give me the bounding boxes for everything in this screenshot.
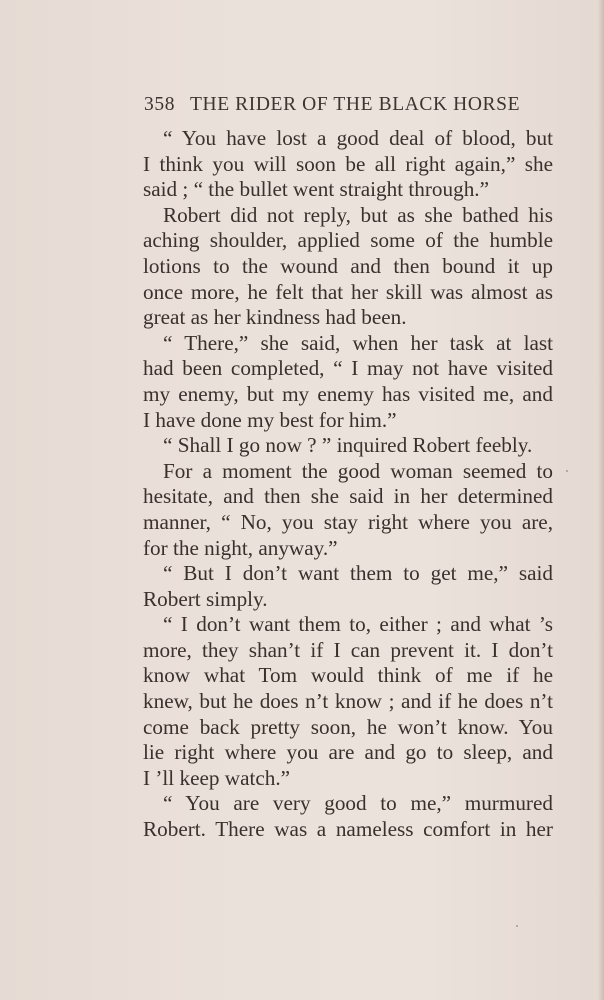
text-line: I have done my best for him.” bbox=[143, 407, 397, 432]
text-line: for the night, anyway.” bbox=[143, 535, 338, 560]
text-line: once more, he felt that her skill was almost as bbox=[143, 279, 553, 304]
text-line: manner, “ No, you stay right where you are, bbox=[143, 509, 553, 534]
running-header bbox=[144, 94, 544, 116]
text-line: “ There,” she said, when her task at last bbox=[163, 330, 553, 355]
text-line: hesitate, and then she said in her determined bbox=[143, 484, 553, 509]
text-line: Robert. There was a nameless comfort in her bbox=[143, 817, 553, 842]
page-edge-shadow bbox=[598, 0, 604, 1000]
text-line: “ I don’t want them to, either ; and what ’s bbox=[163, 612, 553, 637]
text-line: said ; “ the bullet went straight through.” bbox=[143, 177, 489, 202]
text-line: aching shoulder, applied some of the humble bbox=[143, 228, 553, 253]
text-line: come back pretty soon, he won’t know. You bbox=[143, 714, 553, 739]
text-line: For a moment the good woman seemed to bbox=[163, 458, 553, 483]
text-line: I think you will soon be all right again,” she bbox=[143, 151, 553, 176]
text-line: more, they shan’t if I can prevent it. I don’t bbox=[143, 637, 553, 662]
text-line: Robert simply. bbox=[143, 586, 268, 611]
page-number: 358 bbox=[144, 94, 176, 115]
running-title: THE RIDER OF THE BLACK HORSE bbox=[190, 94, 521, 115]
body-text bbox=[143, 126, 553, 843]
text-line: I ’ll keep watch.” bbox=[143, 765, 291, 790]
text-line: “ You have lost a good deal of blood, but bbox=[163, 126, 553, 150]
text-line: “ You are very good to me,” murmured bbox=[163, 791, 553, 816]
text-line: lotions to the wound and then bound it up bbox=[143, 253, 553, 278]
text-line: “ But I don’t want them to get me,” said bbox=[163, 561, 553, 586]
text-line: Robert did not reply, but as she bathed his bbox=[163, 202, 553, 227]
text-line: “ Shall I go now ? ” inquired Robert feebly. bbox=[163, 433, 533, 458]
text-line: had been completed, “ I may not have visited bbox=[143, 356, 553, 381]
text-line: my enemy, but my enemy has visited me, and bbox=[143, 381, 553, 406]
text-line: know what Tom would think of me if he bbox=[143, 663, 553, 688]
paper-speck bbox=[566, 470, 568, 472]
text-line: lie right where you are and go to sleep, and bbox=[143, 740, 553, 765]
text-line: knew, but he does n’t know ; and if he does n’t bbox=[143, 689, 553, 714]
paper-speck bbox=[516, 925, 518, 927]
text-line: great as her kindness had been. bbox=[143, 305, 407, 330]
